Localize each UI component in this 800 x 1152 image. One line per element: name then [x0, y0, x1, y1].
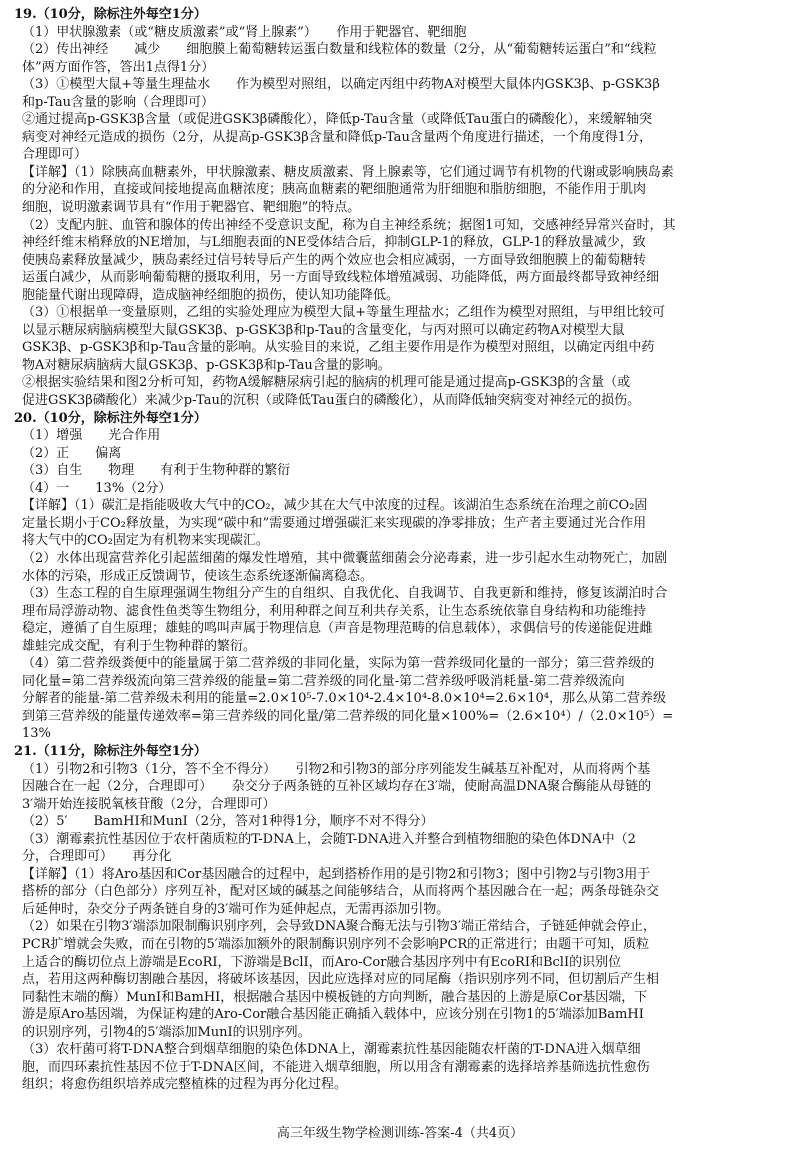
q21-detail-line: 的识别序列，引物4的5′端添加MunⅠ的识别序列。: [22, 1024, 311, 1040]
question-20-block: [14, 410, 780, 743]
q20-answer-3: （3）自生 物理 有利于生物种群的繁衍: [22, 463, 291, 479]
q19-answer-4: ②通过提高p-GSK3β含量（或促进GSK3β磷酸化），降低p-Tau含量（或降低Tau蛋白的磷酸化），来缓解轴突: [22, 112, 653, 128]
q19-detail-line: 胞能量代谢出现障碍，造成脑神经细胞的损伤，使认知功能降低。: [22, 287, 400, 303]
q20-header: 20.（10分，除标注外每空1分）: [14, 410, 207, 426]
q19-header: 19.（10分，除标注外每空1分）: [14, 7, 207, 22]
q21-detail-line: 【详解】（1）将Aro基因和Cor基因融合的过程中，起到搭桥作用的是引物2和引物3；图中引物2与引物3用于: [22, 866, 651, 882]
q20-detail-line: 分解者的能量-第二营养级未利用的能量=2.0×10⁵-7.0×10⁴-2.4×10⁴-8.0×10⁴=2.6×10⁴，那么从第二营养级: [22, 691, 666, 707]
q20-detail-line: 同化量=第二营养级流向第三营养级的能量=第二营养级的同化量-第二营养级呼吸消耗量-第二营养级流向: [22, 673, 625, 689]
q21-detail-line: 胞，而四环素抗性基因不位于T-DNA区间，不能进入烟草细胞，所以用含有潮霉素的选择培养基筛选抗性愈伤: [22, 1059, 650, 1075]
q19-detail-line: ②根据实验结果和图2分析可知，药物A缓解糖尿病引起的脑病的机理可能是通过提高p-GSK3β的含量（或: [22, 375, 631, 391]
q19-detail-line: 物A对糖尿病脑病大鼠GSK3β、p-GSK3β和p-Tau含量的影响。: [22, 357, 391, 373]
q20-detail-line: 【详解】（1）碳汇是指能吸收大气中的CO₂，减少其在大气中浓度的过程。该湖泊生态系统在治理之前CO₂固: [22, 498, 648, 514]
q20-detail-line: 水体的污染，形成正反馈调节，使该生态系统逐渐偏离稳态。: [22, 568, 374, 584]
q19-detail-line: 以显示糖尿病脑病模型大鼠GSK3β、p-GSK3β和p-Tau的含量变化，与丙对照可以确定药物A对模型大鼠: [22, 322, 625, 338]
q21-answer-1-cont: 因融合在一起（2分，合理即可） 杂交分子两条链的互补区域均存在3′端，使耐高温DNA聚合酶能从母链的: [22, 779, 652, 795]
q19-answer-4-cont: 病变对神经元造成的损伤（2分，从提高p-GSK3β含量和降低p-Tau含量两个角度进行描述，一个角度得1分，: [22, 129, 653, 145]
q21-detail-line: （2）如果在引物3′端添加限制酶识别序列，会导致DNA聚合酶无法与引物3′端正常结合，子链延伸就会停止，: [22, 919, 656, 935]
q19-answer-2: （2）传出神经 减少 细胞膜上葡萄糖转运蛋白数量和线粒体的数量（2分，从“葡萄糖转运蛋白”和“线粒: [22, 42, 657, 58]
q20-detail-line: 到第三营养级的能量传递效率=第三营养级的同化量/第二营养级的同化量×100%=（2.6×10⁴）/（2.0×10⁵）=: [22, 708, 674, 724]
q19-detail-line: GSK3β、p-GSK3β和p-Tau含量的影响。从实验目的来说，乙组主要作用是作为模型对照组，以确定丙组中药: [22, 340, 655, 356]
q19-detail-line: 【详解】（1）除胰高血糖素外，甲状腺激素、糖皮质激素、肾上腺素等，它们通过调节有机物的代谢或影响胰岛素: [22, 164, 674, 180]
question-21-block: [14, 743, 780, 1094]
q19-detail-line: 细胞，说明激素调节具有“作用于靶器官、靶细胞”的特点。: [22, 200, 361, 216]
q19-detail-line: （2）支配内脏、血管和腺体的传出神经不受意识支配，称为自主神经系统；据图1可知，交感神经异常兴奋时，其: [22, 217, 676, 233]
q21-answer-1-cont2: 3′端开始连接脱氧核苷酸（2分，合理即可）: [22, 796, 276, 812]
q20-detail-line: 将大气中的CO₂固定为有机物来实现碳汇。: [22, 533, 269, 549]
q19-answer-4-cont2: 合理即可）: [22, 147, 88, 163]
page-footer: 高三年级生物学检测训练-答案-4（共4页）: [276, 1126, 524, 1141]
q20-answer-1: （1）增强 光合作用: [22, 428, 161, 444]
q19-detail-line: 的分泌和作用，直接或间接地提高血糖浓度；胰高血糖素的靶细胞通常为肝细胞和脂肪细胞，不能作用于肌肉: [22, 182, 647, 198]
q19-answer-2-cont: 体”两方面作答，答出1点得1分）: [22, 59, 215, 75]
question-19-block: [14, 6, 780, 410]
q21-answer-2: （2）5′ BamHⅠ和MunⅠ（2分，答对1种得1分，顺序不对不得分）: [22, 814, 434, 830]
q21-detail-line: 同黏性末端的酶）MunⅠ和BamHⅠ，根据融合基因中模板链的方向判断，融合基因的上游是原Cor基因端，下: [22, 989, 648, 1005]
q19-detail-line: 促进GSK3β磷酸化）来减少p-Tau的沉积（或降低Tau蛋白的磷酸化），从而降低轴突病变对神经元的损伤。: [22, 393, 641, 409]
q19-detail-line: 神经纤维末梢释放的NE增加，与L细胞表面的NE受体结合后，抑制GLP-1的释放，GLP-1的释放量减少，致: [22, 235, 646, 251]
q20-detail-line: （3）生态工程的自生原理强调生物组分产生的自组织、自我优化、自我调节、自我更新和维持，修复该湖泊时合: [22, 586, 668, 602]
q19-detail-line: 运蛋白减少，从而影响葡萄糖的摄取利用，另一方面导致线粒体增殖减弱、功能降低，两方面最终都导致神经细: [22, 270, 660, 286]
q20-detail-line: 雄蛙完成交配，有利于生物种群的繁衍。: [22, 638, 257, 654]
q20-detail-line: （4）第二营养级粪便中的能量属于第二营养级的非同化量，实际为第一营养级同化量的一部分；第三营养级的: [22, 656, 655, 672]
q21-header: 21.（11分，除标注外每空1分）: [14, 743, 207, 759]
q19-answer-1: （1）甲状腺激素（或“糖皮质激素”或“肾上腺素”） 作用于靶器官、靶细胞: [22, 24, 467, 40]
q21-detail-line: （3）农杆菌可将T-DNA整合到烟草细胞的染色体DNA上，潮霉素抗性基因能随农杆菌的T-DNA进入烟草细: [22, 1042, 641, 1058]
q21-answer-3: （3）潮霉素抗性基因位于农杆菌质粒的T-DNA上，会随T-DNA进入并整合到植物细胞的染色体DNA中（2: [22, 831, 636, 847]
q19-detail-line: （3）①根据单一变量原则，乙组的实验处理应为模型大鼠+等量生理盐水；乙组作为模型对照组，与甲组比较可: [22, 305, 666, 321]
q20-answer-4: （4）一 13%（2分）: [22, 480, 172, 496]
q20-detail-line: 理布局浮游动物、滤食性鱼类等生物组分，利用种群之间互利共存关系，让生态系统依靠自身结构和功能维持: [22, 603, 647, 619]
q21-detail-line: 点，若用这两种酶切割融合基因，将破坏该基因，因此应选择对应的同尾酶（指识别序列不同，但切割后产生相: [22, 972, 660, 988]
q19-answer-3: （3）①模型大鼠+等量生理盐水 作为模型对照组，以确定丙组中药物A对模型大鼠体内GSK3β、p-GSK3β: [22, 77, 660, 93]
q20-detail-line: 13%: [22, 726, 51, 742]
q21-answer-3-cont: 分，合理即可） 再分化: [22, 849, 172, 865]
q19-answer-3-cont: 和p-Tau含量的影响（合理即可）: [22, 94, 215, 110]
q21-detail-line: 搭桥的部分（白色部分）序列互补，配对区域的碱基之间能够结合，从而将两个基因融合在一起；两条母链杂交: [22, 884, 660, 900]
q21-detail-line: 组织；将愈伤组织培养成完整植株的过程为再分化过程。: [22, 1077, 348, 1093]
q20-detail-line: （2）水体出现富营养化引起蓝细菌的爆发性增殖，其中微囊蓝细菌会分泌毒素，进一步引起水生动物死亡，加剧: [22, 550, 668, 566]
q19-detail-line: 使胰岛素释放量减少，胰岛素经过信号转导后产生的两个效应也会相应减弱，一方面导致细胞膜上的葡萄糖转: [22, 252, 647, 268]
q20-detail-line: 稳定，遵循了自生原理；雄蛙的鸣叫声属于物理信息（声音是物理范畴的信息载体），求偶信号的传递能促进雌: [22, 621, 653, 637]
q21-detail-line: 后延伸时，杂交分子两条链自身的3′端可作为延伸起点，无需再添加引物。: [22, 901, 450, 917]
q21-detail-line: PCR扩增就会失败，而在引物的5′端添加额外的限制酶识别序列不会影响PCR的正常进行；由题干可知，质粒: [22, 936, 650, 952]
q20-detail-line: 定量长期小于CO₂释放量，为实现“碳中和”需要通过增强碳汇来实现碳的净零排放；生产者主要通过光合作用: [22, 515, 647, 531]
q20-answer-2: （2）正 偏离: [22, 445, 122, 461]
q21-detail-line: 游是原Aro基因端，为保证构建的Aro-Cor融合基因能正确插入载体中，应该分别在引物1的5′端添加BamHⅠ: [22, 1007, 644, 1023]
q21-detail-line: 上适合的酶切位点上游端是EcoRⅠ，下游端是BclⅠ，而Aro-Cor融合基因序列中有EcoRⅠ和BclⅠ的识别位: [22, 954, 622, 970]
q21-answer-1: （1）引物2和引物3（1分，答不全不得分） 引物2和引物3的部分序列能发生碱基互补配对，从而将两个基: [22, 761, 651, 777]
